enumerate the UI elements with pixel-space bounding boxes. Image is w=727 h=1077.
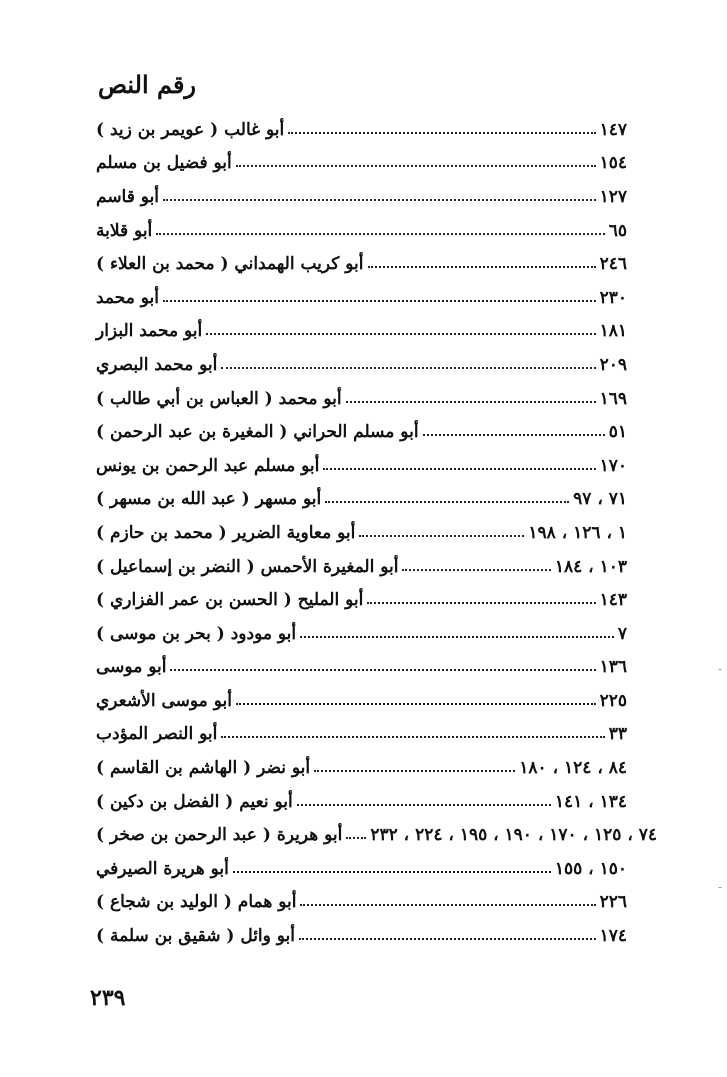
entry-page-numbers: ١٥٠ ، ١٥٥	[554, 858, 627, 879]
dot-leader	[423, 434, 605, 436]
dot-leader	[346, 401, 596, 403]
index-entry	[92, 483, 627, 517]
entry-name: أبو مسلم الحراني ( المغيرة بن عبد الرحمن )	[96, 422, 419, 443]
index-entry	[92, 214, 627, 248]
page-title: رقم النص	[98, 70, 197, 99]
entry-page-numbers: ١٦٩	[599, 388, 627, 409]
index-entry	[92, 516, 627, 550]
dot-leader	[221, 367, 595, 369]
entry-page-numbers: ١٢٧	[599, 186, 627, 207]
page-number: ٢٣٩	[90, 985, 126, 1011]
dot-leader	[359, 535, 524, 537]
index-entry	[92, 147, 627, 181]
entry-page-numbers: ٥١	[608, 422, 627, 443]
dot-leader	[314, 770, 515, 772]
entry-name: أبو هريرة الصيرفي	[96, 858, 229, 879]
dot-leader	[297, 804, 551, 806]
entry-page-numbers: ١٨١	[599, 321, 627, 342]
dot-leader	[368, 266, 596, 268]
entry-name: أبو مسلم عبد الرحمن بن يونس	[96, 455, 320, 476]
dot-leader	[221, 736, 604, 738]
index-entry	[92, 113, 627, 147]
index-entry	[92, 919, 627, 953]
margin-mark: -	[718, 880, 723, 894]
entry-name: أبو معاوية الضرير ( محمد بن حازم )	[96, 522, 356, 543]
index-entry	[92, 348, 627, 382]
index-entry	[92, 382, 627, 416]
entry-name: أبو النصر المؤدب	[96, 724, 218, 745]
entry-page-numbers: ٨٤ ، ١٢٤ ، ١٨٠	[519, 758, 627, 779]
entry-page-numbers: ٣٣	[608, 724, 627, 745]
dot-leader	[163, 300, 596, 302]
index-entry	[92, 785, 627, 819]
entry-name: أبو همام ( الوليد بن شجاع )	[96, 892, 297, 913]
entry-name: أبو نعيم ( الفضل بن دكين )	[96, 791, 293, 812]
entry-name: أبو هريرة ( عبد الرحمن بن صخر )	[96, 825, 343, 846]
dot-leader	[163, 199, 596, 201]
index-entry	[92, 818, 658, 852]
entry-name: أبو قاسم	[96, 186, 160, 207]
dot-leader	[346, 837, 366, 839]
entry-page-numbers: ١٣٦	[599, 657, 627, 678]
index-entry	[92, 852, 627, 886]
entry-page-numbers: ١٣٤ ، ١٤١	[554, 791, 627, 812]
index-entry	[92, 247, 627, 281]
entry-page-numbers: ١٧٤	[599, 926, 627, 947]
index-entry	[92, 415, 627, 449]
index-entry	[92, 651, 627, 685]
entry-page-numbers: ٧٤ ، ١٢٥ ، ١٧٠ ، ١٩٠ ، ١٩٥ ، ٢٢٤ ، ٢٣٢	[370, 825, 658, 846]
index-entry	[92, 583, 627, 617]
entry-page-numbers: ٢٤٦	[599, 254, 627, 275]
entry-page-numbers: ٧١ ، ٩٧	[573, 489, 627, 510]
entry-page-numbers: ٦٥	[608, 220, 627, 241]
entry-name: أبو فضيل بن مسلم	[96, 153, 232, 174]
dot-leader	[236, 703, 596, 705]
index-entry	[92, 718, 627, 752]
index-entries-list	[92, 113, 658, 953]
entry-name: أبو مسهر ( عبد الله بن مسهر )	[96, 489, 322, 510]
entry-page-numbers: ١٧٠	[599, 455, 627, 476]
entry-name: أبو المليح ( الحسن بن عمر الفزاري )	[96, 590, 364, 611]
entry-page-numbers: ٢٢٦	[599, 892, 627, 913]
entry-page-numbers: ١٠٣ ، ١٨٤	[554, 556, 627, 577]
dot-leader	[170, 669, 595, 671]
entry-name: أبو مودود ( بحر بن موسى )	[96, 623, 297, 644]
entry-name: أبو محمد البزار	[96, 321, 203, 342]
dot-leader	[156, 233, 604, 235]
entry-page-numbers: ١ ، ١٢٦ ، ١٩٨	[528, 522, 627, 543]
entry-page-numbers: ١٤٣	[599, 590, 627, 611]
entry-name: أبو وائل ( شقيق بن سلمة )	[96, 926, 296, 947]
index-entry	[92, 315, 627, 349]
dot-leader	[367, 602, 595, 604]
entry-page-numbers: ١٤٧	[599, 119, 627, 140]
index-entry	[92, 886, 627, 920]
dot-leader	[323, 468, 595, 470]
entry-name: أبو غالب ( عويمر بن زيد )	[96, 119, 285, 140]
entry-name: أبو موسى الأشعري	[96, 690, 232, 711]
dot-leader	[402, 569, 550, 571]
dot-leader	[325, 501, 569, 503]
entry-name: أبو موسى	[96, 657, 167, 678]
entry-page-numbers: ٧	[617, 623, 627, 644]
dot-leader	[300, 636, 614, 638]
dot-leader	[236, 165, 596, 167]
entry-name: أبو محمد البصري	[96, 354, 218, 375]
dot-leader	[288, 132, 595, 134]
index-entry	[92, 751, 627, 785]
entry-page-numbers: ٢٣٠	[599, 287, 627, 308]
entry-page-numbers: ١٥٤	[599, 153, 627, 174]
index-entry	[92, 281, 627, 315]
entry-name: أبو محمد ( العباس بن أبي طالب )	[96, 388, 342, 409]
index-entry	[92, 617, 627, 651]
entry-name: أبو قلابة	[96, 220, 153, 241]
dot-leader	[206, 333, 595, 335]
entry-page-numbers: ٢٠٩	[599, 354, 627, 375]
entry-name: أبو المغيرة الأحمس ( النضر بن إسماعيل )	[96, 556, 399, 577]
margin-mark: -	[718, 662, 723, 676]
entry-name: أبو نضر ( الهاشم بن القاسم )	[96, 758, 311, 779]
index-entry	[92, 449, 627, 483]
dot-leader	[299, 938, 596, 940]
entry-page-numbers: ٢٢٥	[599, 690, 627, 711]
dot-leader	[233, 871, 551, 873]
dot-leader	[300, 904, 595, 906]
entry-name: أبو محمد	[96, 287, 159, 308]
index-entry	[92, 684, 627, 718]
entry-name: أبو كريب الهمداني ( محمد بن العلاء )	[96, 254, 364, 275]
index-entry	[92, 550, 627, 584]
index-entry	[92, 180, 627, 214]
